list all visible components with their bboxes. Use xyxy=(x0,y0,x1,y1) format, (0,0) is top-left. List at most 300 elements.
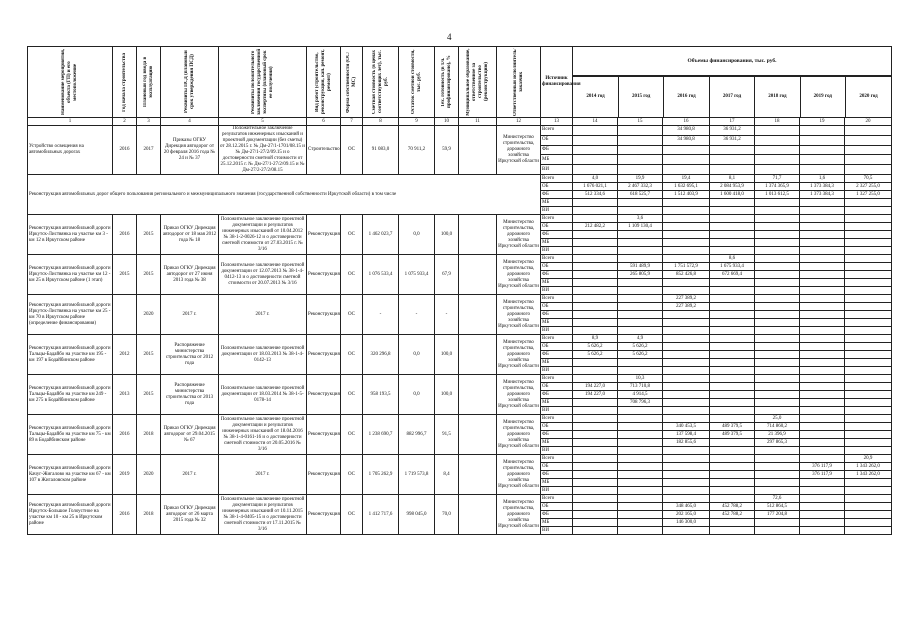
work-type: Реконструкция xyxy=(307,295,341,335)
fin-value xyxy=(755,335,800,343)
fin-value xyxy=(663,399,710,407)
fin-value xyxy=(755,223,800,231)
fin-value xyxy=(800,447,845,455)
fin-value: 1 675 933,4 xyxy=(710,263,755,271)
fin-value xyxy=(573,165,618,175)
fin-value xyxy=(845,503,892,511)
fin-value xyxy=(663,447,710,455)
fin-source-label: ФБ xyxy=(541,391,573,399)
fin-value xyxy=(663,165,710,175)
expertise-details: Положительное заключение проектной документации от 18.03.2014 № 38-1-5-0178-14 xyxy=(219,375,307,415)
ownership: ОС xyxy=(341,295,363,335)
fin-value xyxy=(800,223,845,231)
header-funded-pct: Тех. готовность (в т.ч. профинансировано), % xyxy=(435,47,459,118)
fin-value xyxy=(618,415,663,423)
ownership: ОС xyxy=(341,495,363,535)
fin-value xyxy=(710,463,755,471)
fin-source-label: ОБ xyxy=(541,383,573,391)
estimate-cost: 1 705 262,9 xyxy=(363,455,399,495)
fin-source-label: ОБ xyxy=(541,183,573,191)
municipality xyxy=(459,295,497,335)
expertise-details: 2017 г. xyxy=(219,455,307,495)
fin-value xyxy=(663,455,710,463)
object-name: Реконструкция автомобильной дороги Качуг-Жигалово на участке км 67 - км 107 в Жигаловском районе xyxy=(28,455,113,495)
fin-source-label: ФБ xyxy=(541,191,573,199)
estimate-cost: 958 193,5 xyxy=(363,375,399,415)
column-number-row xyxy=(28,118,892,126)
column-number: 12 xyxy=(497,118,541,126)
fin-value: 194 227,0 xyxy=(573,383,618,391)
fin-value xyxy=(800,407,845,415)
fin-value xyxy=(755,145,800,155)
fin-value xyxy=(618,199,663,207)
fin-value xyxy=(800,391,845,399)
customer: Министерство строительства, дорожного хозяйства Иркутской области xyxy=(497,215,541,255)
fin-source-label: ФБ xyxy=(541,351,573,359)
work-type: Строительство xyxy=(307,126,341,175)
balance-cost: 1 719 573,8 xyxy=(399,455,435,495)
object-name: Устройство освещения на автомобильных дорогах xyxy=(28,126,113,175)
fin-value xyxy=(800,375,845,383)
fin-value: 452 788,2 xyxy=(710,503,755,511)
year-2018: 2018 год xyxy=(755,77,800,118)
ownership: ОС xyxy=(341,335,363,375)
fin-value xyxy=(618,519,663,527)
fin-value xyxy=(663,495,710,503)
fin-value xyxy=(573,231,618,239)
fin-source-label: ОБ xyxy=(541,223,573,231)
psd-details: 2017 г. xyxy=(161,455,219,495)
fin-value xyxy=(755,455,800,463)
fin-value xyxy=(845,519,892,527)
fin-source-label: ФБ xyxy=(541,145,573,155)
fin-value xyxy=(755,519,800,527)
fin-value: 1 751 572,9 xyxy=(663,263,710,271)
fin-value xyxy=(845,155,892,165)
fin-value xyxy=(800,431,845,439)
fin-value xyxy=(845,359,892,367)
fin-value xyxy=(710,383,755,391)
column-number: 18 xyxy=(755,118,800,126)
fin-value xyxy=(845,263,892,271)
ownership: ОС xyxy=(341,415,363,455)
fin-value xyxy=(755,135,800,145)
psd-details: Приказ ОГКУ Дирекция автодорог от 26 марта 2015 года № 32 xyxy=(161,495,219,535)
fin-value: 8,1 xyxy=(710,175,755,183)
funded-percent: 100,0 xyxy=(435,335,459,375)
ownership: ОС xyxy=(341,375,363,415)
object-name: Реконструкция автомобильной дороги Тальцы-Бадайбо на участке км 249 - км 275 в Бодайбинском районе xyxy=(28,375,113,415)
fin-value xyxy=(663,391,710,399)
year-end: 2020 xyxy=(137,295,161,335)
fin-value: 5 626,2 xyxy=(618,343,663,351)
year-start: 2015 xyxy=(113,255,137,295)
fin-value xyxy=(663,359,710,367)
header-volumes: Объемы финансирования, тыс. руб. 2014 год 2015 год 2016 год 2017 год 2018 год 2019 год 2020 год xyxy=(573,47,892,118)
year-2019: 2019 год xyxy=(800,77,845,118)
fin-value: 618 525,7 xyxy=(618,191,663,199)
year-end: 2018 xyxy=(137,495,161,535)
expertise-details: Положительное заключение проектной документации и результатов инженерных изысканий от 10.11.2015 № 38-1-4-0405-15 и о достоверности сметной стоимости от 17.11.2015 № 3/16 xyxy=(219,495,307,535)
fin-value xyxy=(755,391,800,399)
work-type: Реконструкция xyxy=(307,255,341,295)
column-number: 19 xyxy=(800,118,845,126)
fin-value xyxy=(845,527,892,535)
fin-source-label: МБ xyxy=(541,519,573,527)
fin-value xyxy=(710,367,755,375)
fin-value xyxy=(573,495,618,503)
fin-value: 1 373 384,3 xyxy=(800,191,845,199)
fin-value: 1 374 365,9 xyxy=(755,183,800,191)
expertise-details: Положительное заключение результатов инженерных изысканий и проектной документации (без сметы) от 28.12.2015 г. № Дм-27/1-1701/08.15 и № Дм-27/1-27/2/09.15 и о достоверности сметной стоимости от 25.12.2015 г. № Дм-27/1-27/2/09.15 и № Дм-27/2-27/2/08.15 xyxy=(220,126,305,173)
fin-value xyxy=(663,367,710,375)
fin-value xyxy=(800,319,845,327)
fin-value xyxy=(800,455,845,463)
fin-source-label: Всего xyxy=(541,126,573,136)
balance-cost: - xyxy=(399,295,435,335)
fin-value xyxy=(710,471,755,479)
fin-value: 452 788,2 xyxy=(710,511,755,519)
fin-value xyxy=(800,351,845,359)
fin-source-label: ОБ xyxy=(541,503,573,511)
fin-value xyxy=(573,135,618,145)
fin-value xyxy=(755,295,800,303)
fin-value xyxy=(663,343,710,351)
column-number: 20 xyxy=(845,118,892,126)
fin-value xyxy=(618,126,663,136)
fin-value xyxy=(755,383,800,391)
fin-value xyxy=(755,165,800,175)
fin-value xyxy=(618,239,663,247)
funded-percent: 91,5 xyxy=(435,415,459,455)
fin-value xyxy=(663,231,710,239)
fin-value xyxy=(573,303,618,311)
fin-value xyxy=(573,215,618,223)
customer: Министерство строительства, дорожного хозяйства Иркутской области xyxy=(497,335,541,375)
fin-value xyxy=(618,255,663,263)
municipality xyxy=(459,126,497,175)
column-number: 15 xyxy=(618,118,663,126)
fin-value xyxy=(573,503,618,511)
fin-value: 1 343 262,0 xyxy=(845,471,892,479)
fin-value: 297 865,3 xyxy=(755,439,800,447)
fin-value xyxy=(618,295,663,303)
column-number: 7 xyxy=(341,118,363,126)
fin-value xyxy=(710,487,755,495)
column-number: 4 xyxy=(161,118,219,126)
fin-value xyxy=(573,375,618,383)
fin-value xyxy=(618,165,663,175)
fin-value: 714 860,2 xyxy=(755,423,800,431)
fin-value xyxy=(800,327,845,335)
municipality xyxy=(459,495,497,535)
fin-value: 512 334,6 xyxy=(573,191,618,199)
year-end: 2015 xyxy=(137,335,161,375)
estimate-cost: - xyxy=(363,295,399,335)
estimate-cost: 91 083,0 xyxy=(363,126,399,175)
estimate-cost: 1 238 690,7 xyxy=(363,415,399,455)
municipality xyxy=(459,255,497,295)
fin-value xyxy=(800,503,845,511)
fin-value: 4 914,5 xyxy=(618,391,663,399)
fin-value xyxy=(845,383,892,391)
fin-value xyxy=(710,155,755,165)
fin-value: 376 117,9 xyxy=(800,463,845,471)
funded-percent: 67,9 xyxy=(435,255,459,295)
fin-source-label: МБ xyxy=(541,279,573,287)
column-number: 14 xyxy=(573,118,618,126)
fin-value: 227 389,2 xyxy=(663,303,710,311)
fin-value xyxy=(800,255,845,263)
fin-value: 1 600 418,0 xyxy=(710,191,755,199)
fin-value xyxy=(618,439,663,447)
fin-source-label: ФБ xyxy=(541,231,573,239)
fin-value xyxy=(710,519,755,527)
section-title: Реконструкция автомобильных дорог общего пользования регионального и межмуниципального значения (государственной собственности Иркутской области) в том числе xyxy=(28,175,541,215)
object-row xyxy=(28,415,892,423)
object-row xyxy=(28,495,892,503)
fin-value: 591 489,9 xyxy=(618,263,663,271)
psd-details: Приказы ОГКУ Дирекция автодорог от 20 февраля 2016 года № 24 и № 37 xyxy=(161,126,219,175)
fin-value xyxy=(618,511,663,519)
header-name: Наименование мероприятия, объекта (ГП) и его местоположение xyxy=(28,47,113,118)
header-ownership: Форма собственности (ОС/МС) xyxy=(341,47,363,118)
fin-value xyxy=(710,343,755,351)
fin-value: 2 467 332,3 xyxy=(618,183,663,191)
psd-details: 2017 г. xyxy=(161,295,219,335)
fin-source-label: МБ xyxy=(541,239,573,247)
fin-value: 1 013 612,5 xyxy=(755,191,800,199)
fin-source-label: Всего xyxy=(541,335,573,343)
fin-source-label: МБ xyxy=(541,319,573,327)
fin-value xyxy=(573,487,618,495)
fin-source-label: ОБ xyxy=(541,343,573,351)
fin-value xyxy=(663,215,710,223)
ownership: ОС xyxy=(341,126,363,175)
fin-value xyxy=(573,199,618,207)
fin-value: 10,3 xyxy=(618,375,663,383)
fin-value xyxy=(573,295,618,303)
fin-value xyxy=(800,303,845,311)
fin-source-label: ОБ xyxy=(541,135,573,145)
fin-value xyxy=(618,495,663,503)
year-2016: 2016 год xyxy=(664,77,709,118)
fin-value xyxy=(800,199,845,207)
fin-value xyxy=(573,271,618,279)
expertise-details: Положительное заключение проектной документации от 12.07.2013 № 38-1-4-0412-13 и о достоверности сметной стоимости от 20.07.2013 № 3/16 xyxy=(219,255,307,295)
section-row xyxy=(28,175,892,183)
fin-value xyxy=(845,495,892,503)
fin-value xyxy=(845,399,892,407)
fin-value xyxy=(710,439,755,447)
fin-value: 1 512 403,9 xyxy=(663,191,710,199)
fin-value xyxy=(800,165,845,175)
fin-value: 20,9 xyxy=(845,455,892,463)
year-start: 2019 xyxy=(113,455,137,495)
work-type: Реконструкция xyxy=(307,455,341,495)
fin-value xyxy=(663,327,710,335)
customer: Министерство строительства, дорожного хозяйства Иркутской области xyxy=(497,295,541,335)
fin-source-label: ВИ xyxy=(541,367,573,375)
fin-value xyxy=(800,359,845,367)
fin-value xyxy=(845,199,892,207)
object-row xyxy=(28,215,892,223)
fin-source-label: ОБ xyxy=(541,423,573,431)
object-name: Реконструкция автомобильной дороги Иркутск-Листвянка на участке км 3 - км 12 в Иркутском районе xyxy=(28,215,113,255)
fin-value xyxy=(755,239,800,247)
fin-value xyxy=(573,367,618,375)
column-number: 10 xyxy=(435,118,459,126)
object-name: Реконструкция автомобильной дороги Иркутск-Большое Голоустное на участке км 10 - км 25 в Иркутском районе xyxy=(28,495,113,535)
fin-value xyxy=(800,287,845,295)
fin-value: 512 864,5 xyxy=(755,503,800,511)
column-number: 16 xyxy=(663,118,710,126)
year-2015: 2015 год xyxy=(618,77,663,118)
fin-value xyxy=(845,367,892,375)
object-row xyxy=(28,295,892,303)
fin-value xyxy=(618,487,663,495)
fin-value xyxy=(845,223,892,231)
fin-value xyxy=(618,231,663,239)
fin-value: 36 931,2 xyxy=(710,126,755,136)
fin-value xyxy=(845,207,892,215)
balance-cost: 998 045,0 xyxy=(399,495,435,535)
fin-source-label: Всего xyxy=(541,255,573,263)
fin-value xyxy=(573,255,618,263)
fin-value xyxy=(800,335,845,343)
work-type: Реконструкция xyxy=(307,335,341,375)
year-end: 2018 xyxy=(137,415,161,455)
fin-value xyxy=(755,207,800,215)
year-end: 2015 xyxy=(137,215,161,255)
fin-value xyxy=(573,519,618,527)
funded-percent: 59,9 xyxy=(435,126,459,175)
fin-value: 71,7 xyxy=(755,175,800,183)
fin-source-label: ВИ xyxy=(541,447,573,455)
financing-table-sheet xyxy=(27,46,891,636)
fin-value xyxy=(618,145,663,155)
fin-value xyxy=(800,155,845,165)
work-type: Реконструкция xyxy=(307,415,341,455)
fin-value: 182 855,6 xyxy=(663,439,710,447)
fin-value xyxy=(663,479,710,487)
fin-value xyxy=(573,455,618,463)
psd-details: Приказ ОГКУ Дирекция автодорог от 27 июня 2013 года № 38 xyxy=(161,255,219,295)
balance-cost: 1 075 933,4 xyxy=(399,255,435,295)
header-year-end: Плановый год ввода в эксплуатацию xyxy=(137,47,161,118)
fin-value xyxy=(618,431,663,439)
fin-value xyxy=(755,527,800,535)
fin-value: 713 710,8 xyxy=(618,383,663,391)
fin-value xyxy=(663,415,710,423)
fin-value: 2 327 255,0 xyxy=(845,183,892,191)
fin-value xyxy=(573,415,618,423)
header-psd: Реквизиты ПСД (плановый срок утверждения ПСД) xyxy=(161,47,219,118)
fin-source-label: ВИ xyxy=(541,327,573,335)
customer: Министерство строительства, дорожного хозяйства Иркутской области xyxy=(497,126,541,175)
fin-value: 34 980,8 xyxy=(663,135,710,145)
fin-value: 489 379,5 xyxy=(710,423,755,431)
fin-source-label: МБ xyxy=(541,439,573,447)
fin-value xyxy=(618,207,663,215)
expertise-details: 2017 г. xyxy=(219,295,307,335)
fin-source-label: ФБ xyxy=(541,311,573,319)
fin-value xyxy=(755,487,800,495)
fin-value: 340 453,5 xyxy=(663,423,710,431)
fin-value: 1 327 255,0 xyxy=(845,191,892,199)
fin-source-label: ФБ xyxy=(541,511,573,519)
fin-value xyxy=(710,165,755,175)
psd-details: Распоряжение министерства строительства от 2013 года xyxy=(161,375,219,415)
fin-source-label: Всего xyxy=(541,215,573,223)
fin-value xyxy=(663,207,710,215)
fin-value xyxy=(710,495,755,503)
fin-value xyxy=(845,311,892,319)
fin-value xyxy=(663,287,710,295)
fin-value xyxy=(618,527,663,535)
fin-value: 72,6 xyxy=(755,495,800,503)
fin-value xyxy=(845,431,892,439)
fin-value xyxy=(755,407,800,415)
fin-value xyxy=(710,287,755,295)
fin-value xyxy=(800,311,845,319)
fin-source-label: МБ xyxy=(541,359,573,367)
fin-value xyxy=(710,407,755,415)
object-name: Реконструкция автомобильной дороги Иркутск-Листвянка на участке км 12 - км 25 в Иркутском районе (1 этап) xyxy=(28,255,113,295)
fin-value xyxy=(845,415,892,423)
financing-table xyxy=(27,46,892,535)
fin-value xyxy=(710,335,755,343)
fin-value xyxy=(845,423,892,431)
fin-value: 348 465,0 xyxy=(663,503,710,511)
fin-value xyxy=(800,383,845,391)
column-number: 6 xyxy=(307,118,341,126)
page-number: 4 xyxy=(447,32,452,42)
fin-source-label: Всего xyxy=(541,375,573,383)
ownership: ОС xyxy=(341,215,363,255)
column-number: 17 xyxy=(710,118,755,126)
fin-value xyxy=(800,247,845,255)
fin-value xyxy=(845,327,892,335)
object-row xyxy=(28,455,892,463)
fin-value: 19,9 xyxy=(618,175,663,183)
funded-percent: 100,0 xyxy=(435,375,459,415)
fin-value xyxy=(573,126,618,136)
fin-value xyxy=(573,359,618,367)
fin-value: 265 805,9 xyxy=(618,271,663,279)
year-end: 2015 xyxy=(137,375,161,415)
fin-source-label: ВИ xyxy=(541,407,573,415)
fin-value xyxy=(710,231,755,239)
column-number: 11 xyxy=(459,118,497,126)
fin-value xyxy=(618,463,663,471)
header-balance: Остаток сметной стоимости, тыс. руб. xyxy=(399,47,435,118)
fin-value xyxy=(800,231,845,239)
fin-value: 1 676 021,1 xyxy=(573,183,618,191)
fin-value xyxy=(710,455,755,463)
fin-value xyxy=(618,327,663,335)
fin-source-label: Всего xyxy=(541,295,573,303)
fin-value xyxy=(710,319,755,327)
fin-value xyxy=(845,215,892,223)
fin-value xyxy=(755,343,800,351)
year-end: 2020 xyxy=(137,455,161,495)
estimate-cost: 1 076 533,4 xyxy=(363,255,399,295)
fin-value xyxy=(573,423,618,431)
funded-percent: 70,0 xyxy=(435,495,459,535)
fin-value xyxy=(618,311,663,319)
fin-value: 36 931,2 xyxy=(710,135,755,145)
